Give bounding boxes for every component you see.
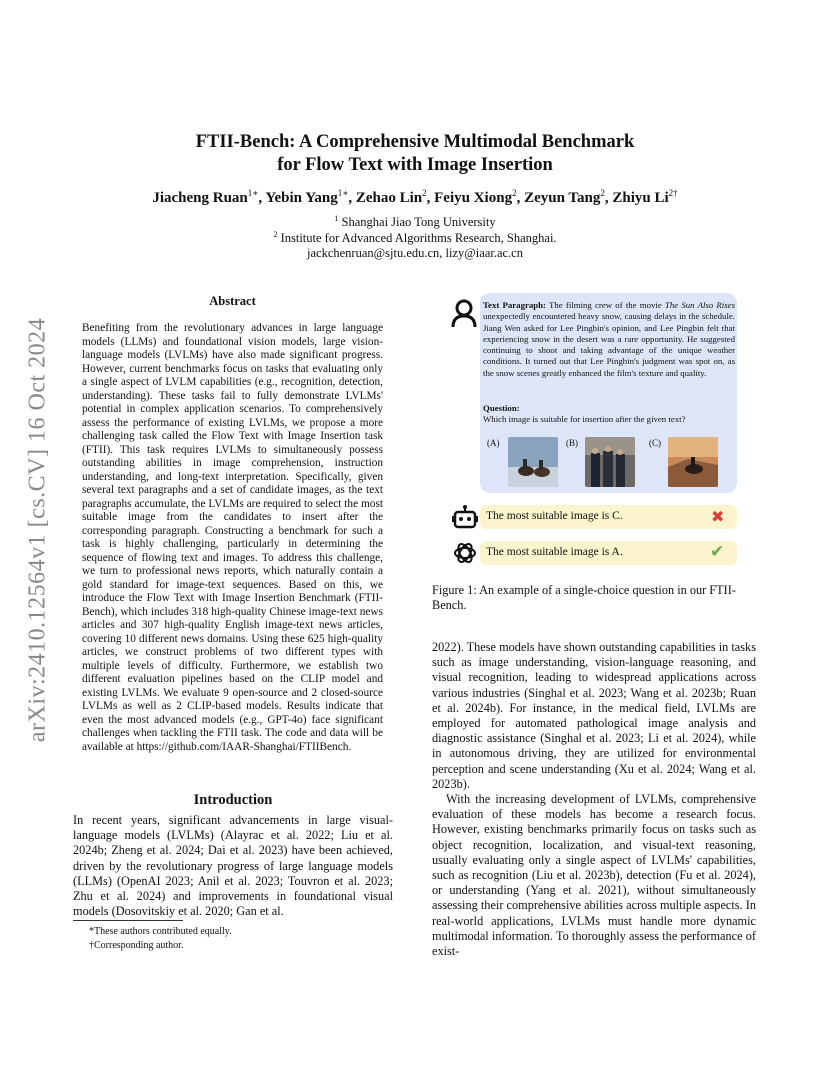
author: Yebin Yang$^{1∗}$ — [265, 188, 349, 206]
figure-question — [483, 403, 735, 426]
answer-right-text: The most suitable image is A. — [486, 546, 623, 558]
affiliation-2: $^2$ Institute for Advanced Algorithms Research, Shanghai. — [273, 230, 557, 246]
option-a-label: (A) — [487, 438, 500, 448]
abstract-heading: Abstract — [209, 294, 256, 308]
introduction-paragraph: 2022). These models have shown outstanding capabilities in tasks such as image understanding, vision-language reasoning, and visual recognition, leading to widespread applications across various industries (Singhal et al. 2023; Wang et al. 2023b; Ruan et al. 2024b). For instance, in the medical field, LVLMs are employed for automated pathological image analysis and diagnostic assistance (Singhal et al. 2023; Li et al. 2024), while in autonomous driving, they are utilized for environmental perception and scene understanding (Xu et al. 2024; Wang et al. 2023b). — [432, 640, 756, 791]
text-paragraph-label: Text Paragraph: — [483, 300, 546, 310]
footnote-rule — [73, 920, 183, 921]
option-a-image — [508, 437, 558, 492]
introduction-text-right — [432, 640, 756, 959]
abstract-text: Benefiting from the revolutionary advances in large language models (LLMs) and foundational vision models, large vision-language models (LVLMs) have also made significant progress. However, current benchmarks focus on tasks that evaluating only a single aspect of LVLM capabilities (e.g., recognition, detection, understanding). These tasks fail to fully demonstrate LVLMs' potential in complex application scenarios. To comprehensively assess the performance of existing LVLMs, we propose a more challenging task called the Flow Text with Image Insertion task (FTII). This task requires LVLMs to simultaneously possess outstanding abilities in image comprehension, instruction understanding, and long-text interpretation. Specifically, given several text paragraphs and a set of candidate images, as the text paragraphs accumulate, the LVLMs are required to select the most suitable image from the candidates to insert after the corresponding paragraph. Constructing a benchmark for such a task is highly challenging, particularly in determining the sequence of flowing text and images. To address this challenge, we turn to professional news reports, which naturally contain a gold standard for image-text sequences. Based on this, we introduce the Flow Text with Image Insertion Benchmark (FTII-Bench), which includes 318 high-quality Chinese image-text news articles and 307 high-quality English image-text news articles, covering 10 different news domains. Using these 625 high-quality articles, we construct problems of two different types with multiple levels of difficulty. Furthermore, we establish two different evaluation pipelines based on the CLIP model and existing LVLMs. We evaluate 9 open-source and 2 closed-source LVLMs as well as 2 CLIP-based models. Results indicate that even the most advanced models (e.g., GPT-4o) face significant challenges when tackling the FTII task. The code and data will be available at https://github.com/IAAR-Shanghai/FTIIBench. — [82, 322, 383, 753]
paper-title-line-2: for Flow Text with Image Insertion — [277, 155, 553, 175]
introduction-heading: Introduction — [193, 792, 273, 808]
option-c-image — [668, 437, 718, 492]
openai-logo-icon — [452, 540, 478, 566]
arxiv-identifier — [18, 300, 58, 760]
footnotes — [73, 925, 232, 953]
answer-right — [480, 541, 737, 565]
option-c-label: (C) — [649, 438, 661, 448]
author: Jiacheng Ruan$^{1∗}$ — [152, 188, 259, 206]
check-mark-icon: ✔ — [710, 542, 725, 562]
robot-icon — [452, 505, 478, 529]
option-b-image — [585, 437, 635, 492]
author-emails: jackchenruan@sjtu.edu.cn, lizy@iaar.ac.cn — [307, 246, 523, 260]
author-list: Jiacheng Ruan$^{1∗}$, Yebin Yang$^{1∗}$, Zehao Lin$^2$, Feiyu Xiong$^2$, Zeyun Tang$^2$, Zhiyu $Li^{2\dagger}$ — [152, 188, 678, 206]
wrong-mark-icon: ✖ — [711, 507, 725, 526]
answer-wrong — [480, 505, 737, 529]
paper-title-line-1: FTII-Bench: A Comprehensive Multimodal Benchmark — [195, 132, 635, 152]
option-b-label: (B) — [566, 438, 578, 448]
user-icon — [450, 298, 478, 328]
footnote-corresponding: †Corresponding author. — [89, 940, 184, 951]
introduction-text-left: In recent years, significant advancements in large visual-language models (LVLMs) (Alayrac et al. 2022; Liu et al. 2024b; Zheng et al. 2024; Dai et al. 2023) have been achieved, driven by the revolutionary progress of large language models (LLMs) (OpenAI 2023; Anil et al. 2023; Touvron et al. 2023; Zhu et al. 2024) and improvements in foundational visual models (Dosovitskiy et al. 2020; Gan et al. — [73, 813, 393, 919]
figure-caption: Figure 1: An example of a single-choice question in our FTII-Bench. — [432, 583, 736, 612]
author: Zehao Lin$^2$ — [355, 188, 427, 206]
author: Feiyu Xiong$^2$ — [434, 188, 517, 206]
author: Zhiyu $Li^{2\dagger}$ — [612, 188, 678, 206]
movie-title: The Sun Also Rises — [664, 300, 736, 310]
affiliation-1: $^1$ Shanghai Jiao Tong University — [334, 214, 496, 230]
figure-text-paragraph: Text Paragraph: The filming crew of the movie The Sun Also Rises unexpectedly encountered heavy snow, causing delays in the schedule. Jiang Wen asked for Lee Pingbin's opinion, and Lee Pingbin felt that experiencing snow in the desert was a rare opportunity. He suggested continuing to shoot and taking advantage of the unique weather conditions. It turned out that Lee Pingbin's judgment was spot on, as the snow scenes greatly enhanced the film's texture and quality. — [483, 300, 736, 378]
answer-wrong-text: The most suitable image is C. — [486, 510, 623, 522]
question-text: Which image is suitable for insertion after the given text? — [483, 414, 686, 425]
author: Zeyun Tang$^2$ — [524, 188, 605, 206]
question-label: Question: — [483, 403, 520, 413]
arxiv-identifier-text: arXiv:2410.12564v1 [cs.CV] 16 Oct 2024 — [24, 317, 51, 743]
introduction-paragraph: With the increasing development of LVLMs, comprehensive evaluation of these models has become a research focus. However, existing benchmarks primarily focus on tasks such as object recognition, localization, and visual-text reasoning, usually evaluating only a single aspect of LVLMs' capabilities, such as recognition (Liu et al. 2023b), detection (Fu et al. 2024), or understanding (Yang et al. 2021), without simultaneously assessing their comprehensive abilities across multiple aspects. In real-world applications, LVLMs must handle more dynamic multimodal information. To thoroughly assess the performance of exist- — [432, 792, 756, 959]
footnote-equal-contribution: *These authors contributed equally. — [89, 926, 232, 937]
